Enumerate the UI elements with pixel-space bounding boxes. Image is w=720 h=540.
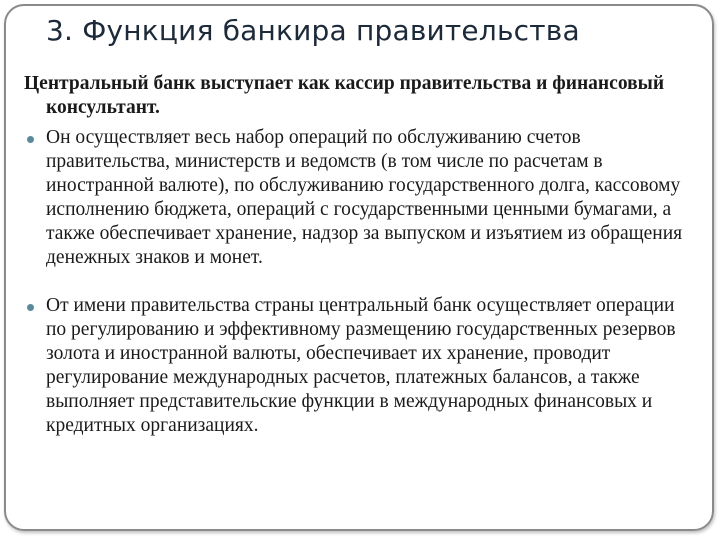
bullet-dot-icon — [27, 136, 34, 143]
bullet-text: Он осуществляет весь набор операций по обслуживанию счетов правительства, министерств и ведомств (в том числе по расчетам в иностранной валюте), по обслуживанию государственного долга, кассовому исполнению бюджета, операций с государственными ценными бумагами, а также обеспечивает хранение, надзор за выпуском и изъятием из обращения денежных знаков и монет. — [46, 127, 683, 268]
lead-paragraph: Центральный банк выступает как кассир правительства и финансовый консультант. — [24, 73, 665, 118]
bullet-dot-icon — [27, 304, 34, 311]
slide-title: 3. Функция банкира правительства — [46, 14, 580, 47]
slide-content — [24, 72, 696, 438]
bullet-text: От имени правительства страны центральный банк осуществляет операции по регулированию и эффективному размещению государственных резервов золота и иностранной валюты, обеспечивает их хранение, проводит регулирование международных расчетов, платежных балансов, а также выполняет представительские функции в международных финансовых и кредитных организациях. — [46, 295, 676, 436]
bullet-item — [24, 294, 696, 438]
bullet-item — [24, 126, 696, 270]
